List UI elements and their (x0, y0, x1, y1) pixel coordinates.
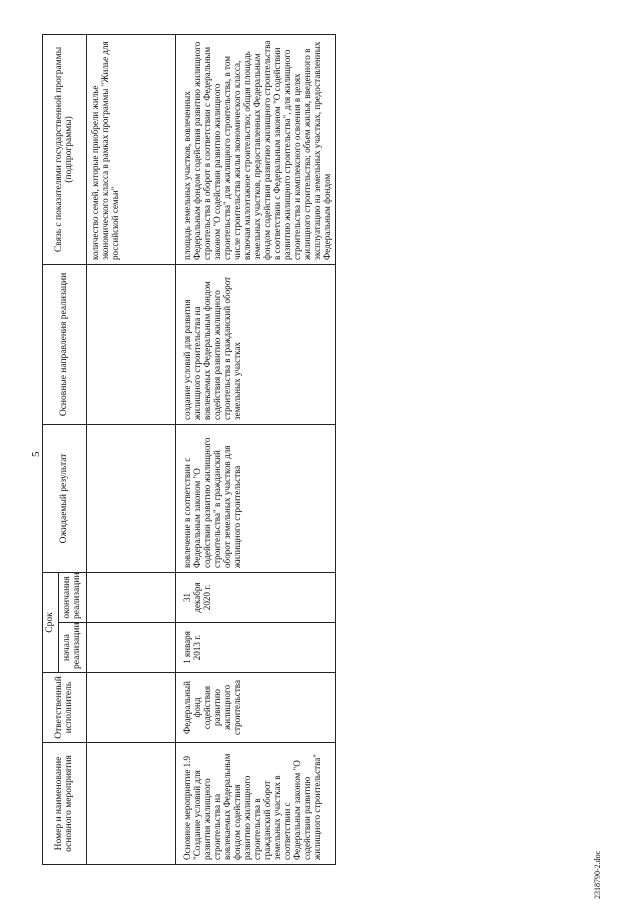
cell-start: 1 января 2013 г. (175, 623, 335, 673)
cell-measure: Основное мероприятие 1.9 "Создание условий для развития жилищного строительства на вовлекаемых Федеральным фондом содействия развитию жилищного строительства в гражданский оборот земельных участках в соответствии с Федеральным законом "О содействии развитию жилищного строительства" (175, 743, 335, 865)
header-measure: Номер и наименование основного мероприятия (43, 743, 87, 865)
cell-link: площадь земельных участков, вовлеченных Федеральным фондом содействия развитию жилищного строительства в оборот в соответствии с Федеральным законом "О содействии развитию жилищного строительства" для жилищного строительства, в том числе строительства жилья экономического класса, включая малоэтажное строительство; общая площадь земельных участков, предоставленных Федеральным фондом содействия развитию жилищного строительства в соответствии с Федеральным законом "О содействии развитию жилищного строительства", для жилищного строительства и комплексного освоения в целях жилищного строительства; объем жилья, введенного в эксплуатацию на земельных участках, предоставленных Федеральным фондом (175, 34, 335, 264)
cell-directions: создание условий для развития жилищного строительства на вовлекаемых Федеральным фондом содействия развитию жилищного строительства в гражданский оборот земельных участках (175, 264, 335, 424)
cell-empty (86, 572, 175, 622)
cell-empty (86, 264, 175, 424)
cell-empty (86, 424, 175, 572)
cell-link-continuation: количество семей, которые приобрели жилье экономического класса в рамках программы "Жилье для российской семьи" (86, 34, 175, 264)
measures-table (42, 34, 336, 865)
header-term: Срок (43, 572, 59, 672)
cell-responsible: Федеральный фонд содействия развитию жилищного строительства (175, 673, 335, 743)
header-directions: Основные направления реализации (43, 264, 87, 424)
page-number: 5 (30, 451, 42, 457)
footer-code: 2318790-2.doc (593, 850, 602, 899)
cell-end: 31 декабря 2020 г. (175, 572, 335, 622)
cell-empty (86, 743, 175, 865)
header-responsible: Ответственный исполнитель (43, 673, 87, 743)
cell-expected: вовлечение в соответствии с Федеральным законом "О содействии развитию жилищного строительства" в гражданский оборот земельных участков для жилищного строительства (175, 424, 335, 572)
header-term-start: начала реализации (58, 623, 86, 673)
header-term-end: окончания реализации (58, 572, 86, 622)
cell-empty (86, 623, 175, 673)
table-row (86, 34, 175, 864)
cell-empty (86, 673, 175, 743)
table-row (175, 34, 335, 864)
header-link: Связь с показателями государственной программы (подпрограммы) (43, 34, 87, 264)
header-expected: Ожидаемый результат (43, 424, 87, 572)
